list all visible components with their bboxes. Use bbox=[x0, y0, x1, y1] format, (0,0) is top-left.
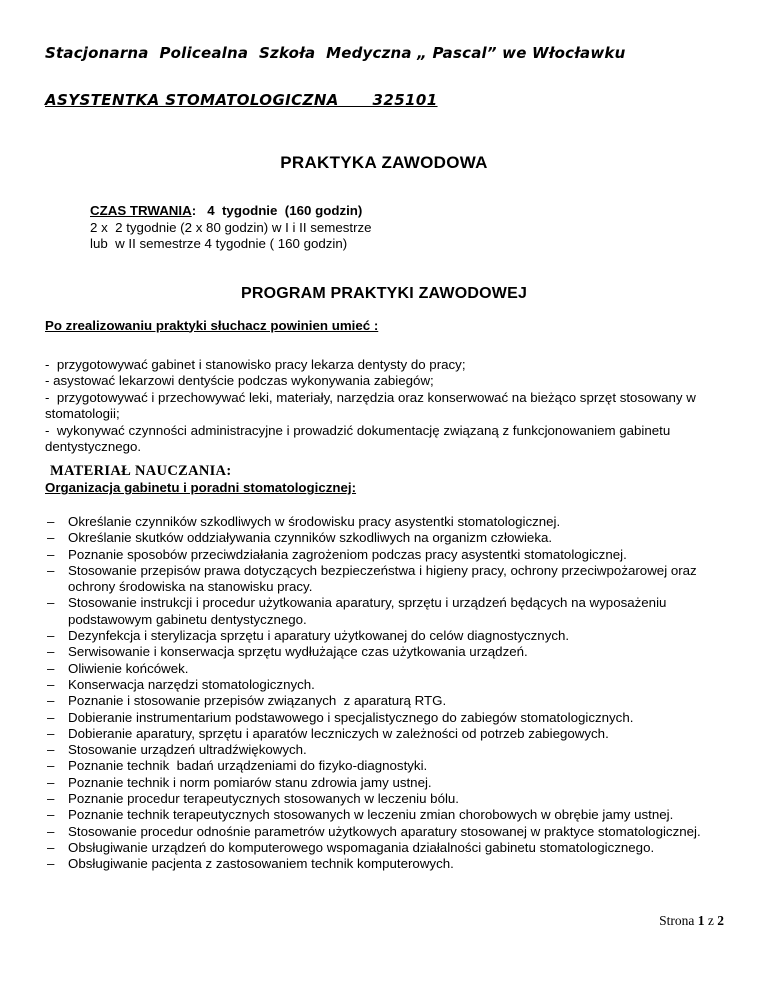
material-item-text: Dobieranie instrumentarium podstawowego i specjalistycznego do zabiegów stomatologicznych. bbox=[68, 709, 634, 725]
footer-separator: z bbox=[704, 913, 718, 928]
material-item bbox=[45, 547, 723, 563]
dash-bullet: – bbox=[47, 562, 55, 578]
material-item bbox=[45, 775, 723, 791]
dash-bullet: – bbox=[47, 742, 55, 758]
dash-bullet: – bbox=[47, 676, 55, 692]
material-item-text: Obsługiwanie pacjenta z zastosowaniem technik komputerowych. bbox=[68, 856, 454, 872]
material-item-text: Dobieranie aparatury, sprzętu i aparatów leczniczych w zależności od potrzeb zabiegowych. bbox=[68, 725, 609, 741]
material-item-text: Konserwacja narzędzi stomatologicznych. bbox=[68, 676, 315, 692]
dash-bullet: – bbox=[47, 856, 55, 872]
material-item bbox=[45, 807, 723, 823]
dash-bullet: – bbox=[47, 790, 55, 806]
material-item-text: Stosowanie procedur odnośnie parametrów użytkowych aparatury stosowanej w praktyce stomatologicznej. bbox=[68, 823, 701, 839]
dash-bullet: – bbox=[47, 595, 55, 611]
duration-value: : 4 tygodnie (160 godzin) bbox=[191, 203, 363, 218]
material-subheading: Organizacja gabinetu i poradni stomatologicznej: bbox=[45, 480, 357, 496]
program-name-and-code: ASYSTENTKA STOMATOLOGICZNA 325101 bbox=[45, 91, 438, 109]
dash-bullet: – bbox=[47, 725, 55, 741]
dash-bullet: – bbox=[47, 758, 55, 774]
material-heading: MATERIAŁ NAUCZANIA: bbox=[50, 463, 232, 480]
material-item-text: Poznanie technik i norm pomiarów stanu zdrowia jamy ustnej. bbox=[68, 774, 432, 790]
material-item bbox=[45, 628, 723, 644]
duration-headline bbox=[90, 203, 723, 220]
material-item bbox=[45, 710, 723, 726]
footer-page-number: 1 bbox=[697, 913, 705, 928]
material-item-text: Stosowanie instrukcji i procedur użytkowania aparatury, sprzętu i urządzeń będących na wyposażeniu podstawowym gabinetu dentystycznego. bbox=[68, 595, 671, 627]
duration-detail-2: lub w II semestrze 4 tygodnie ( 160 godzin) bbox=[90, 236, 348, 251]
dash-bullet: – bbox=[47, 644, 55, 660]
material-item-text: Określanie czynników szkodliwych w środowisku pracy asystentki stomatologicznej. bbox=[68, 513, 561, 529]
material-item-text: Określanie skutków oddziaływania czynników szkodliwych na organizm człowieka. bbox=[68, 530, 553, 546]
material-item bbox=[45, 791, 723, 807]
objective-item: - przygotowywać gabinet i stanowisko pracy lekarza dentysty do pracy; bbox=[45, 357, 466, 372]
material-item bbox=[45, 661, 723, 677]
material-item bbox=[45, 726, 723, 742]
dash-bullet: – bbox=[47, 807, 55, 823]
material-item-text: Dezynfekcja i sterylizacja sprzętu i aparatury użytkowanej do celów diagnostycznych. bbox=[68, 628, 570, 644]
material-item bbox=[45, 758, 723, 774]
document-title: PRAKTYKA ZAWODOWA bbox=[280, 153, 488, 172]
material-item bbox=[45, 824, 723, 840]
material-item bbox=[45, 514, 723, 530]
objective-item: - asystować lekarzowi dentyście podczas wykonywania zabiegów; bbox=[45, 373, 434, 389]
dash-bullet: – bbox=[47, 709, 55, 725]
material-item bbox=[45, 644, 723, 660]
material-item bbox=[45, 677, 723, 693]
material-item-text: Poznanie technik terapeutycznych stosowanych w leczeniu zmian chorobowych w obrębie jamy ustnej. bbox=[68, 807, 674, 823]
program-section-title: PROGRAM PRAKTYKI ZAWODOWEJ bbox=[240, 284, 528, 302]
material-item-text: Poznanie sposobów przeciwdziałania zagrożeniom podczas pracy asystentki stomatologicznej. bbox=[68, 546, 627, 562]
material-item-text: Poznanie technik badań urządzeniami do fizyko-diagnostyki. bbox=[68, 758, 428, 774]
dash-bullet: – bbox=[47, 530, 55, 546]
footer-page-total: 2 bbox=[717, 913, 724, 928]
duration-label: CZAS TRWANIA bbox=[90, 203, 192, 218]
dash-bullet: – bbox=[47, 513, 55, 529]
duration-block bbox=[45, 203, 723, 253]
duration-detail-1: 2 x 2 tygodnie (2 x 80 godzin) w I i II semestrze bbox=[90, 219, 372, 235]
page-footer bbox=[659, 913, 724, 929]
dash-bullet: – bbox=[47, 823, 55, 839]
objective-item: - wykonywać czynności administracyjne i prowadzić dokumentację związaną z funkcjonowaniem gabinetu dentystycznego. bbox=[45, 422, 674, 455]
material-item bbox=[45, 856, 723, 872]
material-item-text: Poznanie procedur terapeutycznych stosowanych w leczeniu bólu. bbox=[68, 790, 460, 806]
material-item bbox=[45, 840, 723, 856]
material-item-text: Obsługiwanie urządzeń do komputerowego wspomagania działalności gabinetu stomatologicznego. bbox=[68, 839, 655, 855]
dash-bullet: – bbox=[47, 660, 55, 676]
material-list bbox=[45, 514, 723, 873]
material-item-text: Oliwienie końcówek. bbox=[68, 660, 189, 676]
footer-label: Strona bbox=[659, 913, 698, 928]
material-item-text: Stosowanie urządzeń ultradźwiękowych. bbox=[68, 742, 307, 758]
objectives-list bbox=[45, 357, 723, 455]
material-item-text: Poznanie i stosowanie przepisów związanych z aparaturą RTG. bbox=[68, 693, 447, 709]
material-item bbox=[45, 742, 723, 758]
material-item bbox=[45, 595, 723, 628]
dash-bullet: – bbox=[47, 546, 55, 562]
objective-item: - przygotowywać i przechowywać leki, materiały, narzędzia oraz konserwować na bieżąco sprzęt stosowany w stomatologii; bbox=[45, 389, 700, 422]
school-name: Stacjonarna Policealna Szkoła Medyczna „ Pascal” we Włocławku bbox=[45, 44, 626, 62]
dash-bullet: – bbox=[47, 693, 55, 709]
material-item bbox=[45, 530, 723, 546]
dash-bullet: – bbox=[47, 628, 55, 644]
material-item bbox=[45, 563, 723, 596]
material-item-text: Serwisowanie i konserwacja sprzętu wydłużające czas użytkowania urządzeń. bbox=[68, 644, 528, 660]
material-item-text: Stosowanie przepisów prawa dotyczących bezpieczeństwa i higieny pracy, ochrony przeciwpożarowej oraz ochrony środowiska na stanowisku pracy. bbox=[68, 562, 701, 595]
objectives-heading: Po zrealizowaniu praktyki słuchacz powinien umieć : bbox=[45, 317, 379, 333]
material-item bbox=[45, 693, 723, 709]
dash-bullet: – bbox=[47, 774, 55, 790]
dash-bullet: – bbox=[47, 839, 55, 855]
